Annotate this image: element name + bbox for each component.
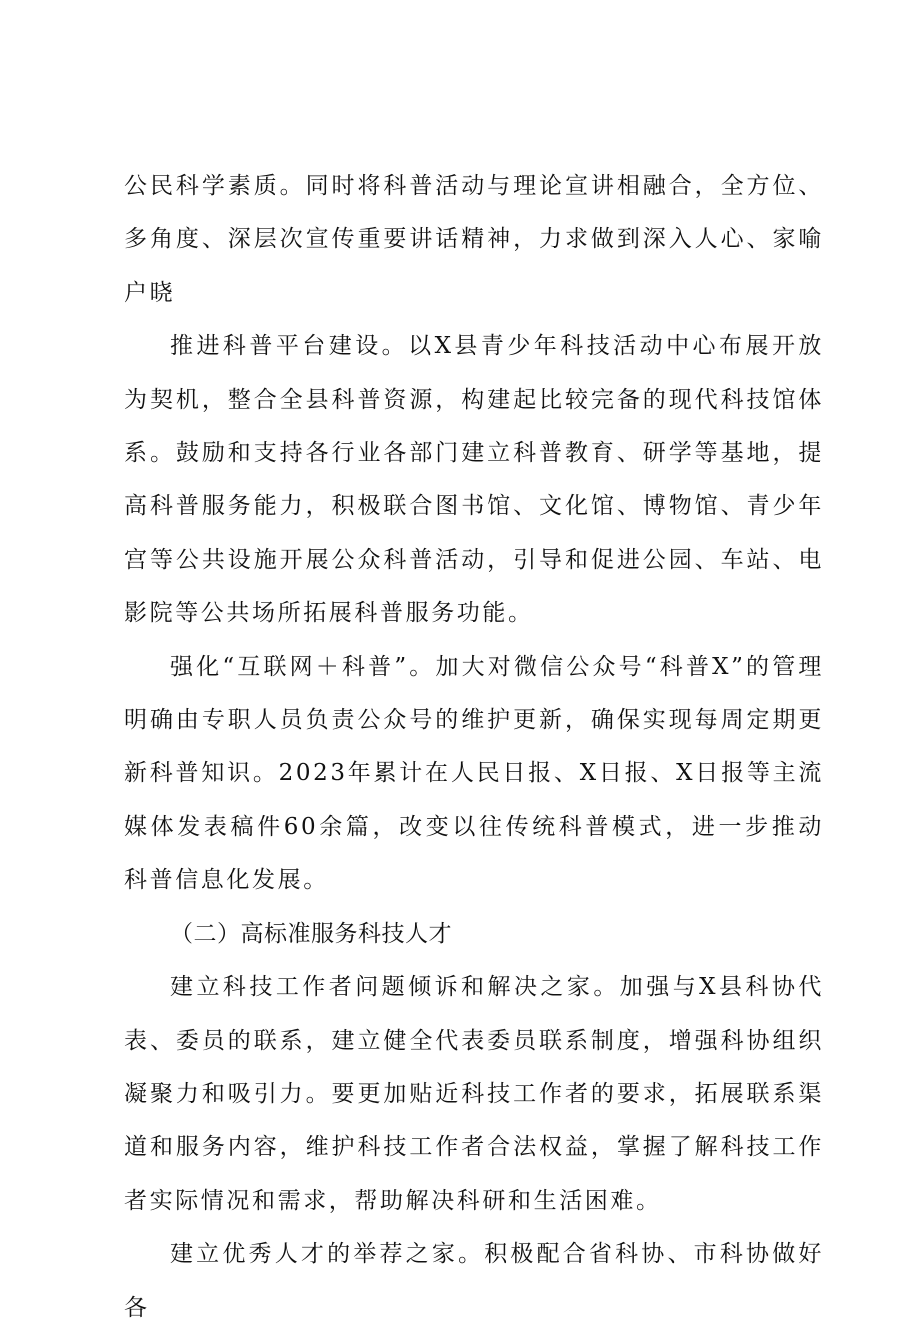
paragraph-talent-home: 建立优秀人才的举荐之家。积极配合省科协、市科协做好各 [124, 1241, 824, 1321]
paragraph-complaint-home: 建立科技工作者问题倾诉和解决之家。加强与X县科协代表、委员的联系，建立健全代表委员联系制度，增强科协组织凝聚力和吸引力。要更加贴近科技工作者的要求，拓展联系渠道和服务内容，维护科技工作者合法权益，掌握了解科技工作者实际情况和需求，帮助解决科研和生活困难。 [124, 974, 824, 1214]
paragraph-internet-science: 强化“互联网＋科普”。加大对微信公众号“科普X”的管理明确由专职人员负责公众号的维护更新，确保实现每周定期更新科普知识。2023年累计在人民日报、X日报、X日报等主流媒体发表稿件60余篇，改变以往传统科普模式，进一步推动科普信息化发展。 [124, 653, 824, 894]
document-body [124, 160, 824, 1335]
paragraph-continuation: 公民科学素质。同时将科普活动与理论宣讲相融合，全方位、多角度、深层次宣传重要讲话精神，力求做到深入人心、家喻户晓 [124, 173, 824, 306]
paragraph-science-platform: 推进科普平台建设。以X县青少年科技活动中心布展开放为契机，整合全县科普资源，构建起比较完备的现代科技馆体系。鼓励和支持各行业各部门建立科普教育、研学等基地，提高科普服务能力，积极联合图书馆、文化馆、博物馆、青少年宫等公共设施开展公众科普活动，引导和促进公园、车站、电影院等公共场所拓展科普服务功能。 [124, 333, 824, 627]
section-heading: （二）高标准服务科技人才 [170, 920, 452, 947]
